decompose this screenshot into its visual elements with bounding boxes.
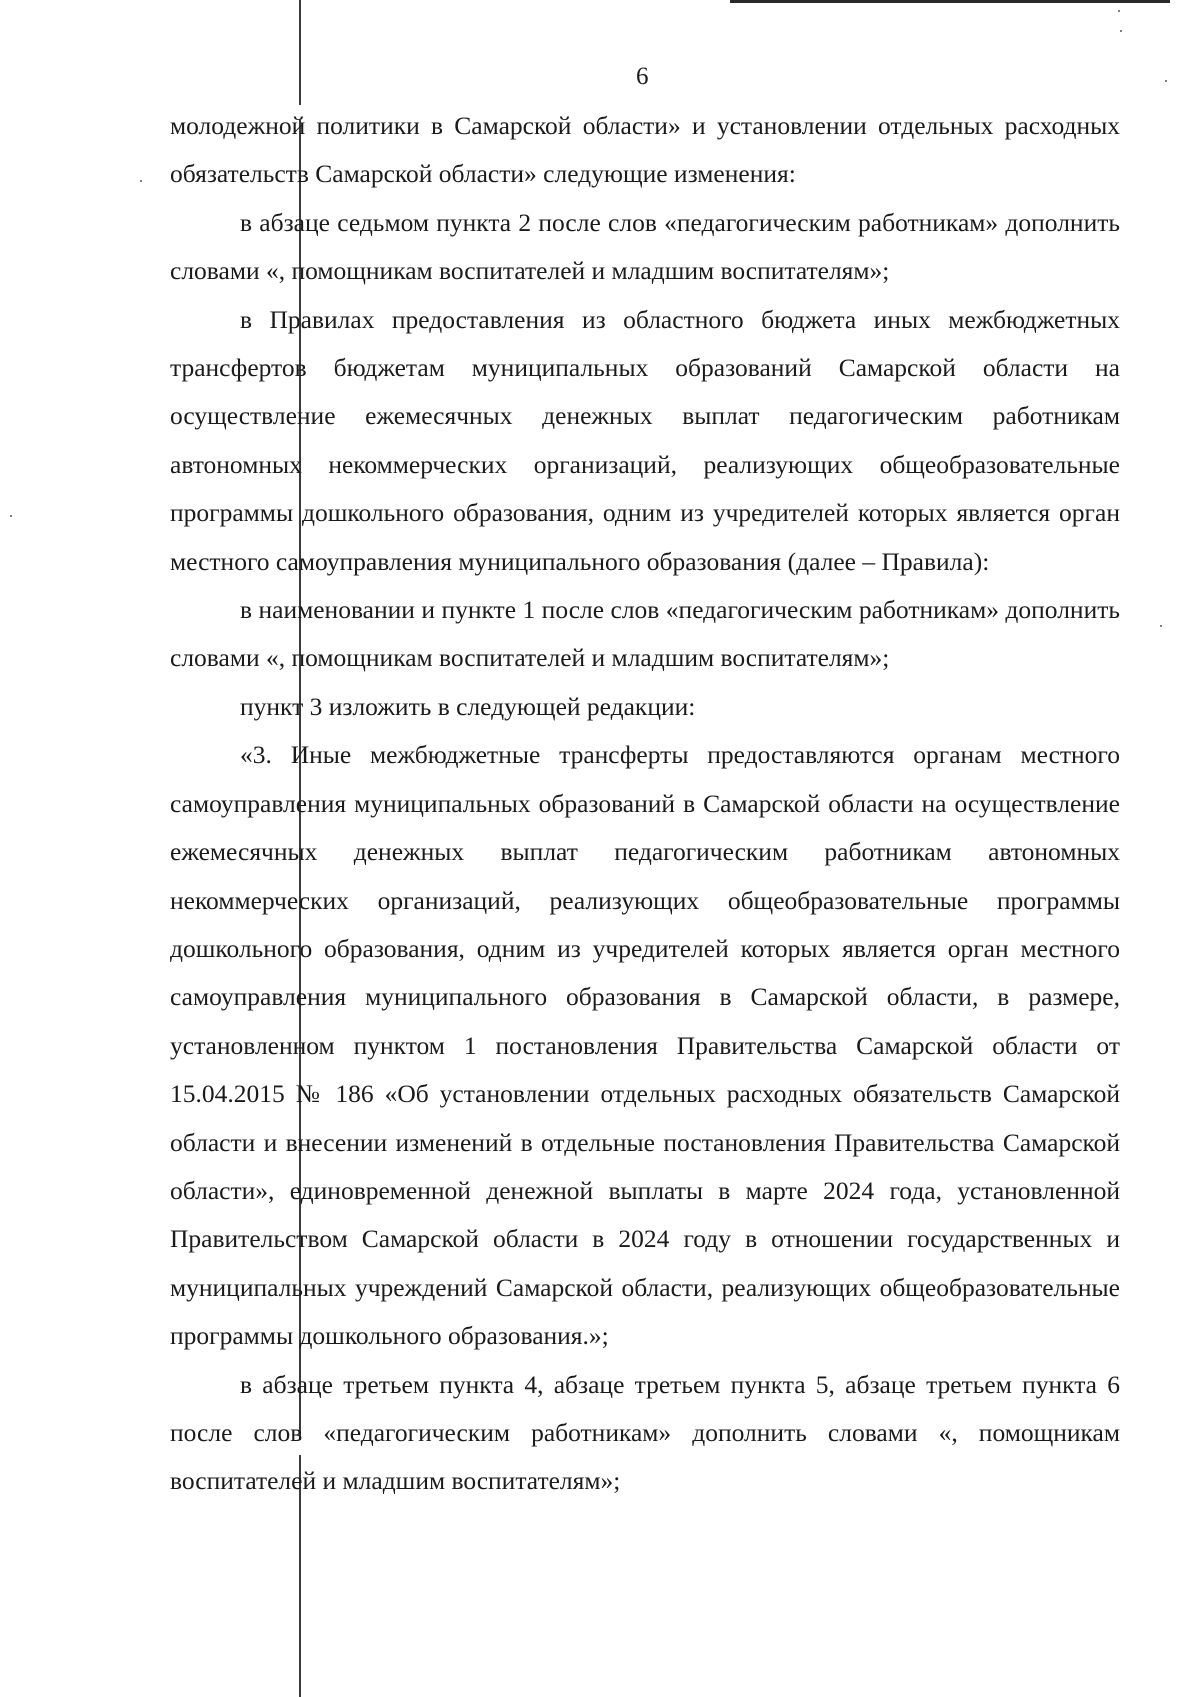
scan-speck <box>10 515 12 517</box>
paragraph: «3. Иные межбюджетные трансферты предоставляются органам местного самоуправления муниципальных образований в Самарской области на осуществление ежемесячных денежных выплат педагогическим работникам автономных некоммерческих организаций, реализующих общеобразовательные программы дошкольного образования, одним из учредителей которых является орган местного самоуправления муниципального образования в Самарской области, в размере, установленном пунктом 1 постановления Правительства Самарской области от 15.04.2015 № 186 «Об установлении отдельных расходных обязательств Самарской области и внесении изменений в отдельные постановления Правительства Самарской области», единовременной денежной выплаты в марте 2024 года, установленной Правительством Самарской области в 2024 году в отношении государственных и муниципальных учреждений Самарской области, реализующих общеобразовательные программы дошкольного образования.»; <box>170 740 1120 1351</box>
paragraph: в абзаце седьмом пункта 2 после слов «педагогическим работникам» дополнить словами «, помощникам воспитателей и младшим воспитателям»; <box>170 207 1120 286</box>
paragraph: пункт 3 изложить в следующей редакции: <box>240 691 696 721</box>
paragraph: в наименовании и пункте 1 после слов «педагогическим работникам» дополнить словами «, помощникам воспитателей и младшим воспитателям»; <box>170 595 1120 673</box>
scan-speck <box>1118 10 1120 12</box>
paragraph: молодежной политики в Самарской области» и установлении отдельных расходных обязательств Самарской области» следующие изменения: <box>170 111 1120 189</box>
top-edge-rule <box>730 0 1170 3</box>
scan-artifact-line <box>299 0 301 105</box>
scan-speck <box>1160 625 1162 627</box>
paragraph: в абзаце третьем пункта 4, абзаце третьем пункта 5, абзаце третьем пункта 6 после слов «педагогическим работникам» дополнить словами «, помощникам воспитателей и младшим воспитателям»; <box>170 1369 1120 1496</box>
document-body <box>170 102 1120 1506</box>
paragraph: в Правилах предоставления из областного бюджета иных межбюджетных трансфертов бюджетам муниципальных образований Самарской области на осуществление ежемесячных денежных выплат педагогическим работникам автономных некоммерческих организаций, реализующих общеобразовательные программы дошкольного образования, одним из учредителей которых является орган местного самоуправления муниципального образования (далее – Правила): <box>170 304 1120 576</box>
scan-speck <box>140 180 142 182</box>
scan-speck <box>1120 30 1122 32</box>
scan-speck <box>1165 80 1167 82</box>
page-number: 6 <box>636 63 649 90</box>
